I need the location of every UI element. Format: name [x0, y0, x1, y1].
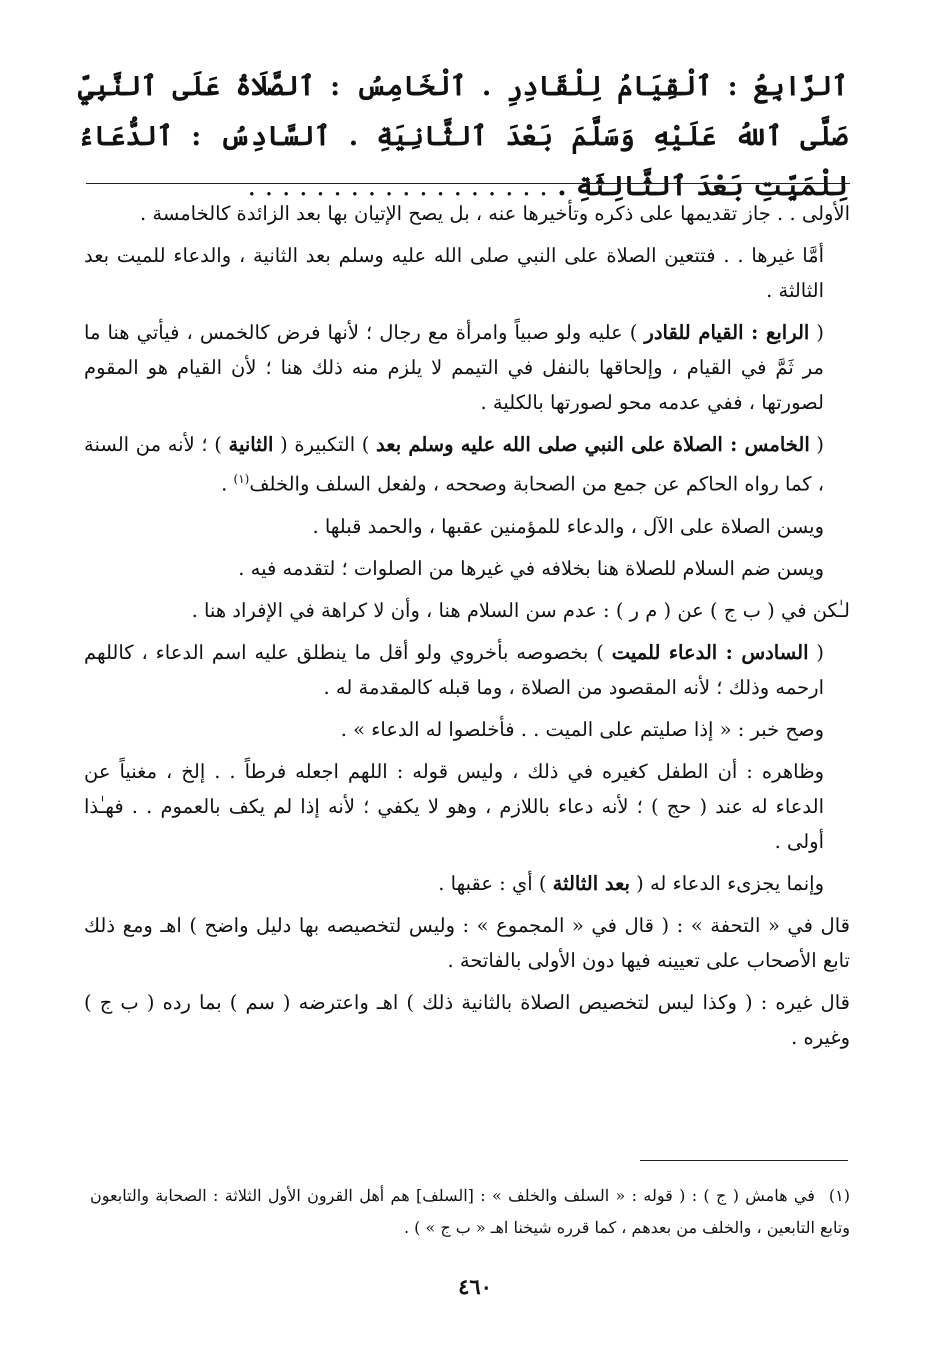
quoted-matn-second: الثانية — [228, 433, 274, 456]
paren-open: ( — [809, 433, 824, 456]
matn-sixth-text: ٱلدُّعَاءُ لِلْمَيِّتِ بَعْدَ ٱلثَّالِثَةِ . — [78, 121, 848, 202]
paragraph-3 — [84, 315, 850, 420]
quoted-matn-fifth: الخامس : الصلاة على النبي صلى الله عليه وسلم بعد — [376, 433, 810, 456]
paragraph-10: وظاهره : أن الطفل كغيره في ذلك ، وليس قوله : اللهم اجعله فرطاً . . إلخ ، مغنياً عن الدعاء له عند ( حج ) ؛ لأنه دعاء باللازم ، وهو لا يكفي ؛ لأنه إذا لم يكف بالعموم . . فهـٰذا أولى . — [84, 759, 824, 853]
paragraph-8-text: ) بخصوصه بأخروي ولو أقل ما ينطلق عليه اسم الدعاء ، كاللهم ارحمه وذلك ؛ لأنه المقصود من الصلاة ، وما قبله كالمقدمة له . — [84, 640, 824, 699]
paragraph-11-text: وإنما يجزىء الدعاء له ( — [629, 871, 824, 895]
page-number: ٤٦٠ — [458, 1274, 492, 1299]
paragraph-13: قال غيره : ( وكذا ليس لتخصيص الصلاة بالثانية ذلك ) اهـ واعترضه ( سم ) بما رده ( ب ج ) وغيره . — [84, 990, 850, 1049]
matn-term-sixth: ٱلسَّادِسُ — [219, 121, 331, 152]
quoted-matn-third: بعد الثالثة — [552, 871, 630, 895]
footnote — [90, 1180, 850, 1244]
matn-term-fourth: ٱلرَّابِعُ — [753, 71, 848, 102]
paragraph-11 — [84, 866, 850, 901]
paragraph-3-text: ) عليه ولو صبياً وامرأة مع رجال ؛ لأنها فرض كالخمس ، فيأتي هنا ما مر ثَمَّ في القيام ، وإلحاقها بالنفل في التيمم لا يلزم منه ذلك هنا ؛ لأن القيام هو المقوم لصورتها ، ففي عدمه محو لصورتها بالكلية . — [84, 321, 824, 414]
paragraph-11-end: ) أي : عقبها . — [438, 871, 553, 895]
matn-sep-fourth: : — [712, 71, 754, 102]
paragraph-7: لـٰكن في ( ب ج ) عن ( م ر ) : عدم سن السلام هنا ، وأن لا كراهة في الإفراد هنا . — [191, 598, 850, 622]
matn-fifth-text: ٱلصَّلَاةُ عَلَى ٱلنَّبِيِّ صَلَّى ٱللهُ عَلَيْهِ وَسَلَّمَ بَعْدَ ٱلثَّانِيَةِ . — [78, 71, 848, 152]
matn-fourth-text: ٱلْقِيَامُ لِلْقَادِرِ . — [466, 71, 713, 102]
paren-open: ( — [809, 321, 824, 344]
paragraph-4-end: . — [221, 472, 234, 496]
matn-dot-leader: . . . . . . . . . . . . . . . . . . — [247, 171, 548, 202]
paragraph-1: الأولى . . جاز تقديمها على ذكره وتأخيرها عنه ، بل يصح الإتيان بها بعد الزائدة كالخامسة . — [139, 202, 850, 225]
quoted-matn-sixth: السادس : الدعاء للميت — [611, 640, 809, 664]
quoted-matn-fourth: الرابع : القيام للقادر — [644, 321, 810, 344]
matn-sep-fifth: : — [314, 71, 356, 102]
paragraph-5: ويسن الصلاة على الآل ، والدعاء للمؤمنين عقبها ، والحمد قبلها . — [312, 514, 824, 538]
paragraph-8 — [84, 635, 850, 705]
paren-open: ( — [808, 640, 824, 664]
paragraph-4-text: ) ؛ لأنه من السنة ، كما رواه الحاكم عن جمع من الصحابة وصححه ، ولفعل السلف والخلف — [84, 433, 824, 496]
paragraph-4 — [84, 427, 850, 502]
paragraph-9: وصح خبر : « إذا صليتم على الميت . . فأخلصوا له الدعاء » . — [340, 717, 824, 741]
matn-text-block — [78, 62, 848, 212]
paragraph-2: أمَّا غيرها . . فتتعين الصلاة على النبي صلى الله عليه وسلم بعد الثانية ، والدعاء للميت بعد الثالثة . — [84, 244, 824, 302]
footnote-text: في هامش ( ج ) : ( قوله : « السلف والخلف » : [السلف] هم أهل القرون الأول الثلاثة : الصحابة والتابعون وتابع التابعين ، والخلف من بعدهم ، كما قرره شيخنا اهـ « ب ج » ) . — [90, 1186, 850, 1237]
paragraph-12: قال في « التحفة » : ( قال في « المجموع » : وليس لتخصيصه بها دليل واضح ) اهـ ومع ذلك تابع الأصحاب على تعيينه فيها دون الأولى بالفاتحة . — [84, 913, 850, 972]
footnote-reference[interactable]: (١) — [233, 472, 250, 486]
paragraph-6: ويسن ضم السلام للصلاة هنا بخلافه في غيرها من الصلوات ؛ لتقدمه فيه . — [238, 556, 824, 580]
paragraph-4-mid: ) التكبيرة ( — [273, 433, 377, 456]
matn-term-fifth: ٱلْخَامِسُ — [355, 71, 467, 102]
footnote-divider-rule — [640, 1160, 848, 1161]
footnote-number: (١) — [828, 1186, 850, 1205]
matn-divider-rule — [86, 183, 850, 184]
commentary-body — [84, 196, 850, 1062]
matn-sep-sixth: : — [172, 121, 220, 152]
